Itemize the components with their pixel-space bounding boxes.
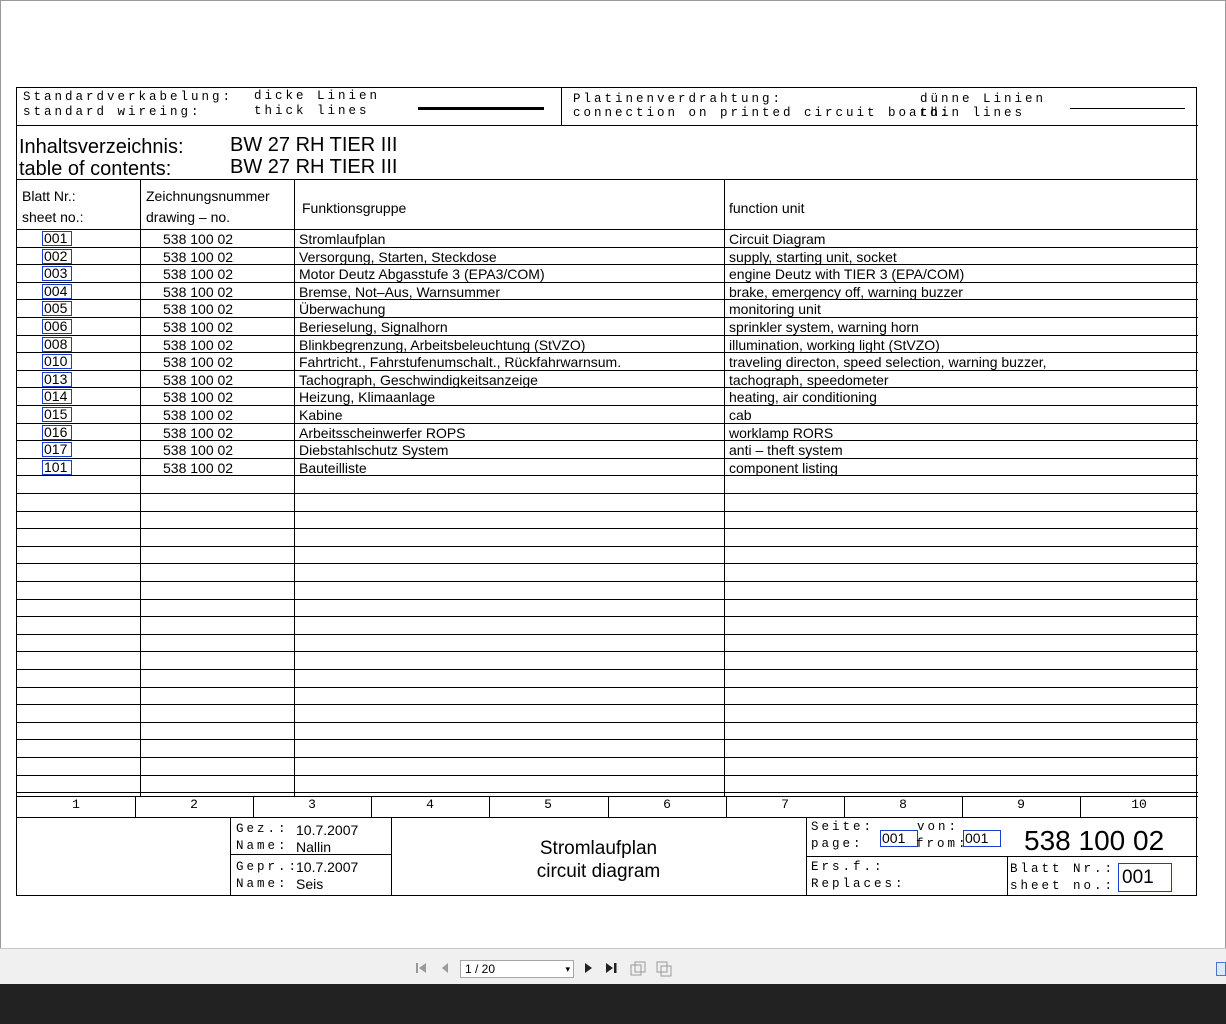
function-group-de: Tachograph, Geschwindigkeitsanzeige	[299, 372, 538, 388]
sheet-number-link[interactable]: 016	[42, 425, 72, 440]
blatt-label: Blatt Nr.:	[1010, 862, 1116, 876]
column-number: 6	[663, 797, 671, 812]
table-row	[17, 458, 1198, 475]
drawing-number-cell: 538 100 02	[163, 284, 234, 300]
drawing-number-cell: 538 100 02	[163, 372, 234, 388]
ersf-label: Ers.f.:	[811, 860, 885, 874]
thick-line-sample	[418, 107, 544, 110]
table-row-divider	[17, 775, 1198, 776]
drawing-number-cell: 538 100 02	[163, 460, 234, 476]
table-row-divider	[17, 599, 1198, 600]
page-labels	[811, 819, 874, 853]
table-row	[17, 335, 1198, 352]
col-header-drawing-en: drawing – no.	[146, 209, 231, 225]
function-unit-en: monitoring unit	[729, 301, 821, 317]
taskbar	[0, 984, 1226, 1024]
function-unit-en: sprinkler system, warning horn	[729, 319, 919, 335]
drawing-number-cell: 538 100 02	[163, 407, 234, 423]
col-header-drawing-de: Zeichnungsnummer	[146, 188, 270, 204]
gepr-values	[296, 859, 358, 893]
table-row-divider	[17, 739, 1198, 740]
legend-thin-de: dünne Linien	[920, 92, 1047, 106]
last-page-icon[interactable]	[604, 961, 620, 978]
table-row-divider	[17, 792, 1198, 793]
function-group-de: Bremse, Not–Aus, Warnsummer	[299, 284, 500, 300]
sheet-number-link[interactable]: 001	[42, 231, 72, 246]
sheet-number-link[interactable]: 002	[42, 249, 72, 264]
viewer-toolbar	[0, 948, 1226, 984]
function-unit-en: heating, air conditioning	[729, 389, 877, 405]
function-group-de: Diebstahlschutz System	[299, 442, 449, 458]
von-label: von:	[917, 820, 960, 834]
table-row-divider	[17, 493, 1198, 494]
drawing-title-en: circuit diagram	[536, 861, 661, 882]
function-group-de: Überwachung	[299, 301, 386, 317]
gepr-date: 10.7.2007	[296, 859, 359, 875]
sheet-number-link[interactable]: 014	[42, 389, 72, 404]
sheetno-labels	[1010, 861, 1115, 895]
table-row	[17, 405, 1198, 422]
function-unit-en: cab	[729, 407, 752, 423]
copy-icon[interactable]	[630, 961, 646, 980]
gez-name-label: Name:	[236, 839, 289, 853]
legend-thick-de: dicke Linien	[254, 89, 381, 103]
gepr-labels	[236, 859, 299, 893]
table-row-divider	[17, 616, 1198, 617]
gez-date: 10.7.2007	[296, 822, 359, 838]
function-group-de: Arbeitsscheinwerfer ROPS	[299, 425, 466, 441]
legend-standard-en: standard wireing:	[23, 105, 202, 119]
gez-name: Nallin	[296, 839, 332, 855]
drawing-sheet	[16, 87, 1197, 896]
function-unit-en: engine Deutz with TIER 3 (EPA/COM)	[729, 266, 965, 282]
function-unit-en: anti – theft system	[729, 442, 843, 458]
table-row-divider	[17, 581, 1198, 582]
sheet-number-value: 001	[1118, 863, 1172, 892]
table-row	[17, 370, 1198, 387]
gez-labels	[236, 821, 289, 855]
table-row	[17, 299, 1198, 316]
table-row-divider	[17, 563, 1198, 564]
function-unit-en: Circuit Diagram	[729, 231, 826, 247]
von-labels	[916, 819, 969, 853]
table-row-divider	[17, 528, 1198, 529]
function-unit-en: tachograph, speedometer	[729, 372, 889, 388]
sheet-number-link[interactable]: 017	[42, 442, 72, 457]
col-header-sheet-en: sheet no.:	[22, 209, 84, 225]
toc-machine-en: BW 27 RH TIER III	[230, 156, 398, 178]
drawing-number-cell: 538 100 02	[163, 337, 234, 353]
table-row-divider	[17, 651, 1198, 652]
page-indicator: 1 / 20	[465, 962, 496, 976]
toc-machine	[230, 134, 397, 178]
table-row	[17, 317, 1198, 334]
drawing-number-cell: 538 100 02	[163, 266, 234, 282]
table-row	[17, 229, 1198, 246]
column-number: 2	[190, 797, 198, 812]
sheet-number-link[interactable]: 013	[42, 372, 72, 387]
sheet-number-link[interactable]: 008	[42, 337, 72, 352]
function-unit-en: traveling directon, speed selection, warning buzzer,	[729, 354, 1047, 370]
col-header-function-unit: function unit	[729, 200, 805, 216]
function-group-de: Bauteilliste	[299, 460, 367, 476]
table-row-divider	[17, 722, 1198, 723]
legend-thick	[254, 89, 380, 119]
legend-pcb-de: Platinenverdrahtung:	[573, 92, 784, 106]
column-number: 8	[899, 797, 907, 812]
col-header-sheet	[22, 186, 84, 228]
table-row-divider	[17, 511, 1198, 512]
column-number: 7	[781, 797, 789, 812]
from-value: 001	[963, 830, 1001, 847]
drawing-number-cell: 538 100 02	[163, 425, 234, 441]
table-row-divider	[17, 546, 1198, 547]
legend-standard-de: Standardverkabelung:	[23, 90, 234, 104]
legend-thin-en: thin lines	[920, 106, 1026, 120]
toc-title-de: Inhaltsverzeichnis:	[19, 136, 184, 158]
function-group-de: Stromlaufplan	[299, 231, 386, 247]
table-row	[17, 440, 1198, 457]
column-number: 3	[308, 797, 316, 812]
function-unit-en: brake, emergency off, warning buzzer	[729, 284, 963, 300]
col-header-drawing	[146, 186, 270, 228]
function-group-de: Motor Deutz Abgasstufe 3 (EPA3/COM)	[299, 266, 545, 282]
sheet-number-link[interactable]: 101	[42, 460, 72, 475]
sheet-number-link[interactable]: 015	[42, 407, 72, 422]
legend-pcb	[573, 92, 951, 120]
table-row-divider	[17, 704, 1198, 705]
chevron-down-icon: ▾	[565, 964, 570, 974]
toc-title	[19, 136, 184, 180]
drawing-title-de: Stromlaufplan	[539, 838, 658, 859]
thin-line-sample	[1070, 108, 1185, 109]
drawing-title	[391, 837, 806, 883]
legend-standard	[23, 90, 233, 120]
sheet-number-link[interactable]: 003	[42, 266, 72, 281]
replaces-label: Replaces:	[811, 877, 906, 891]
function-group-de: Fahrtricht., Fahrstufenumschalt., Rückfahrwarnsum.	[299, 354, 622, 370]
page-label: page:	[811, 837, 864, 851]
function-group-de: Heizung, Klimaanlage	[299, 389, 436, 405]
function-group-de: Kabine	[299, 407, 343, 423]
column-number: 9	[1017, 797, 1025, 812]
drawing-number-cell: 538 100 02	[163, 319, 234, 335]
legend-thick-en: thick lines	[254, 104, 370, 118]
table-row	[17, 264, 1198, 281]
function-group-de: Berieselung, Signalhorn	[299, 319, 448, 335]
col-header-funktionsgruppe: Funktionsgruppe	[302, 200, 407, 216]
function-unit-en: worklamp RORS	[729, 425, 834, 441]
sheet-number-link[interactable]: 005	[42, 301, 72, 316]
first-page-icon[interactable]	[414, 961, 428, 978]
gepr-name: Seis	[296, 876, 324, 892]
drawing-number: 538 100 02	[1024, 825, 1165, 856]
column-number: 4	[426, 797, 434, 812]
column-number: 5	[544, 797, 552, 812]
table-row-divider	[17, 669, 1198, 670]
page-value: 001	[880, 830, 918, 847]
toc-machine-de: BW 27 RH TIER III	[230, 134, 398, 156]
table-row-divider	[17, 757, 1198, 758]
replaces-labels	[811, 859, 906, 893]
column-number: 10	[1131, 797, 1147, 812]
sheet-number-link[interactable]: 010	[42, 354, 72, 369]
column-number: 1	[72, 797, 80, 812]
legend-thin	[920, 92, 1046, 120]
table-row	[17, 352, 1198, 369]
seite-label: Seite:	[811, 820, 875, 834]
sheet-number-link[interactable]: 004	[42, 284, 72, 299]
drawing-number-cell: 538 100 02	[163, 442, 234, 458]
sheetno-label: sheet no.:	[1010, 879, 1116, 893]
gepr-label: Gepr.:	[236, 860, 300, 874]
drawing-number-cell: 538 100 02	[163, 231, 234, 247]
table-row	[17, 247, 1198, 264]
from-label: from:	[916, 837, 969, 851]
table-row-divider	[17, 687, 1198, 688]
paste-icon[interactable]	[656, 961, 672, 980]
drawing-number-cell: 538 100 02	[163, 354, 234, 370]
table-row	[17, 423, 1198, 440]
table-row	[17, 282, 1198, 299]
page-number-select[interactable]	[460, 960, 574, 978]
gepr-name-label: Name:	[236, 877, 289, 891]
table-row	[17, 387, 1198, 404]
function-unit-en: component listing	[729, 460, 838, 476]
legend-pcb-en: connection on printed circuit board:	[573, 106, 952, 120]
sidebar-toggle-icon[interactable]	[1216, 962, 1226, 976]
sheet-number-link[interactable]: 006	[42, 319, 72, 334]
function-group-de: Versorgung, Starten, Steckdose	[299, 249, 497, 265]
function-unit-en: illumination, working light (StVZO)	[729, 337, 940, 353]
col-header-sheet-de: Blatt Nr.:	[22, 188, 76, 204]
next-page-icon[interactable]	[582, 961, 594, 978]
gez-values	[296, 822, 358, 856]
drawing-number-cell: 538 100 02	[163, 301, 234, 317]
toc-title-en: table of contents:	[19, 158, 172, 180]
drawing-number-cell: 538 100 02	[163, 249, 234, 265]
function-group-de: Blinkbegrenzung, Arbeitsbeleuchtung (StVZO)	[299, 337, 586, 353]
drawing-number-cell: 538 100 02	[163, 389, 234, 405]
function-unit-en: supply, starting unit, socket	[729, 249, 897, 265]
gez-label: Gez.:	[236, 822, 289, 836]
prev-page-icon[interactable]	[439, 961, 451, 978]
table-row-divider	[17, 634, 1198, 635]
